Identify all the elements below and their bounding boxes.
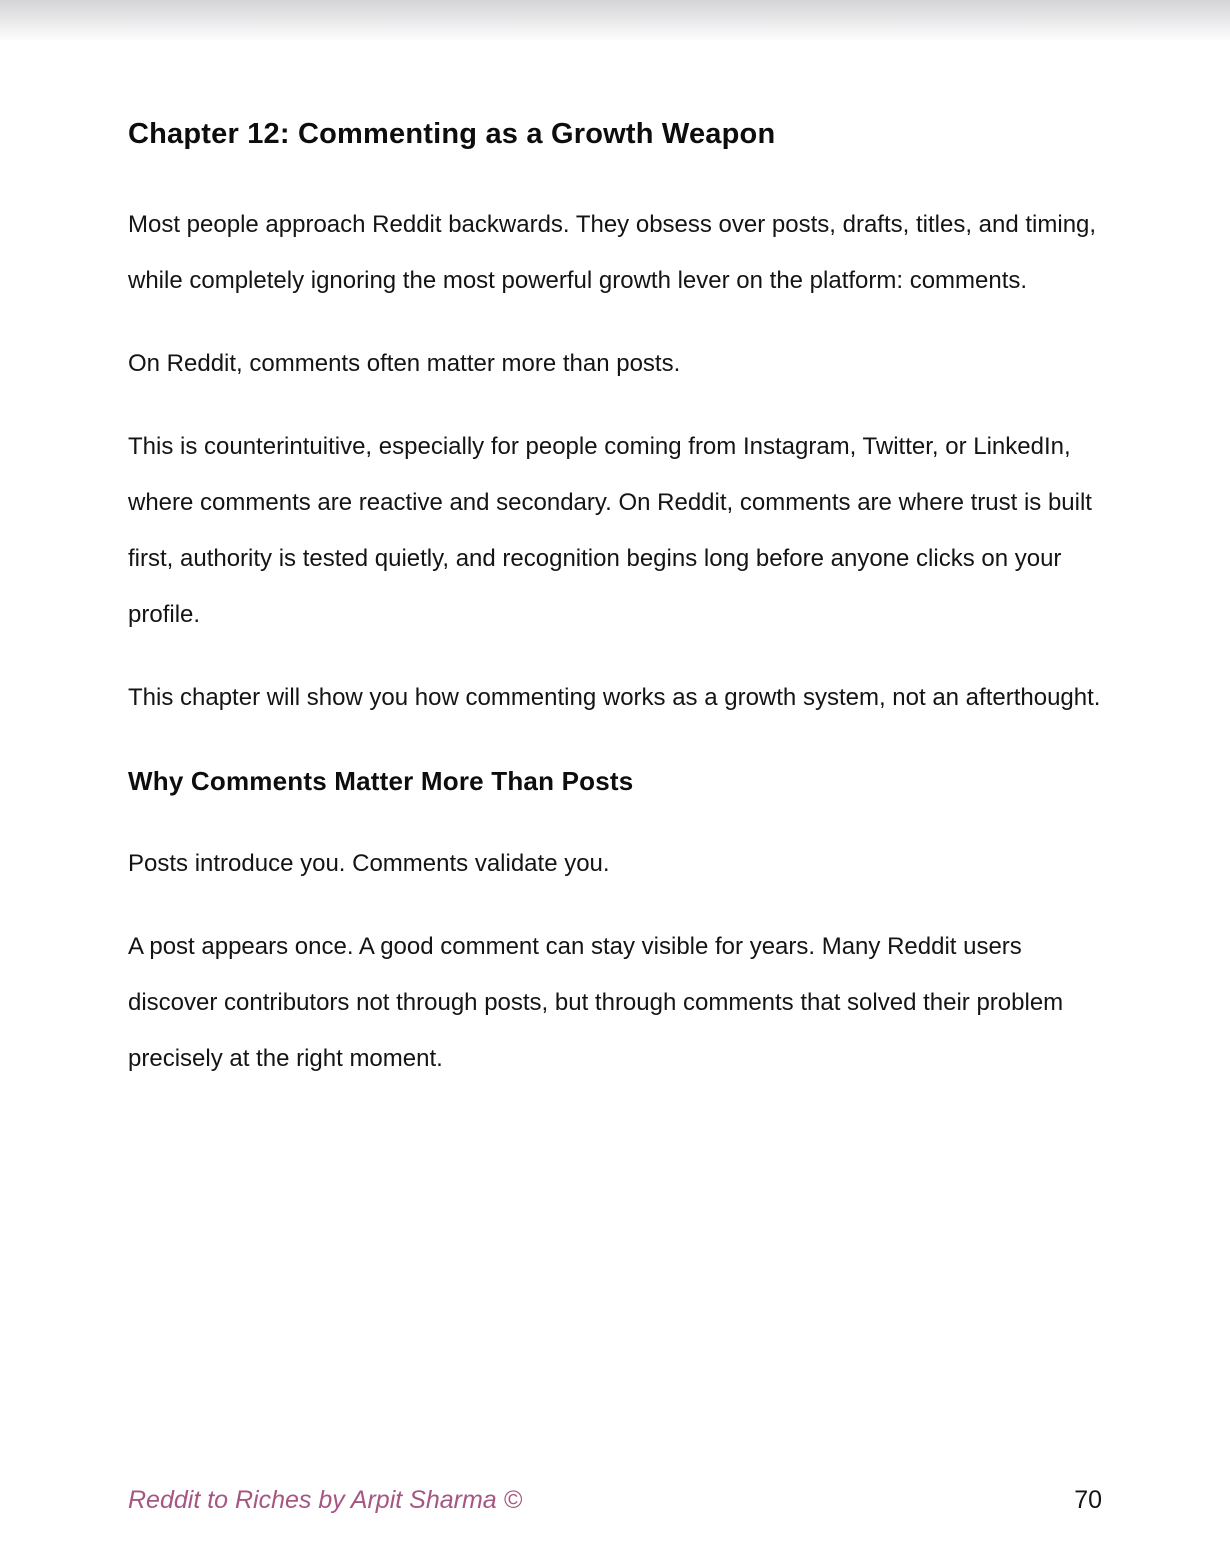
footer-book-credit: Reddit to Riches by Arpit Sharma © <box>128 1486 523 1514</box>
section-heading: Why Comments Matter More Than Posts <box>128 766 634 796</box>
paragraph: Most people approach Reddit backwards. They obsess over posts, drafts, titles, and timing, while completely ignoring the most powerful growth lever on the platform: comments. <box>128 211 1097 294</box>
paragraph: Posts introduce you. Comments validate you. <box>128 850 610 877</box>
chapter-title: Chapter 12: Commenting as a Growth Weapon <box>128 118 776 150</box>
page-body <box>128 0 1102 1114</box>
paragraph: This is counterintuitive, especially for people coming from Instagram, Twitter, or LinkedIn, where comments are reactive and secondary. On Reddit, comments are where trust is built first, authority is tested quietly, and recognition begins long before anyone clicks on your profile. <box>128 433 1092 628</box>
footer-page-number: 70 <box>1074 1486 1102 1514</box>
page-footer <box>128 1484 1102 1516</box>
paragraph: This chapter will show you how commenting works as a growth system, not an afterthought. <box>128 684 1101 711</box>
paragraph: A post appears once. A good comment can stay visible for years. Many Reddit users discover contributors not through posts, but through comments that solved their problem precisely at the right moment. <box>128 933 1064 1072</box>
paragraph: On Reddit, comments often matter more than posts. <box>128 350 681 377</box>
